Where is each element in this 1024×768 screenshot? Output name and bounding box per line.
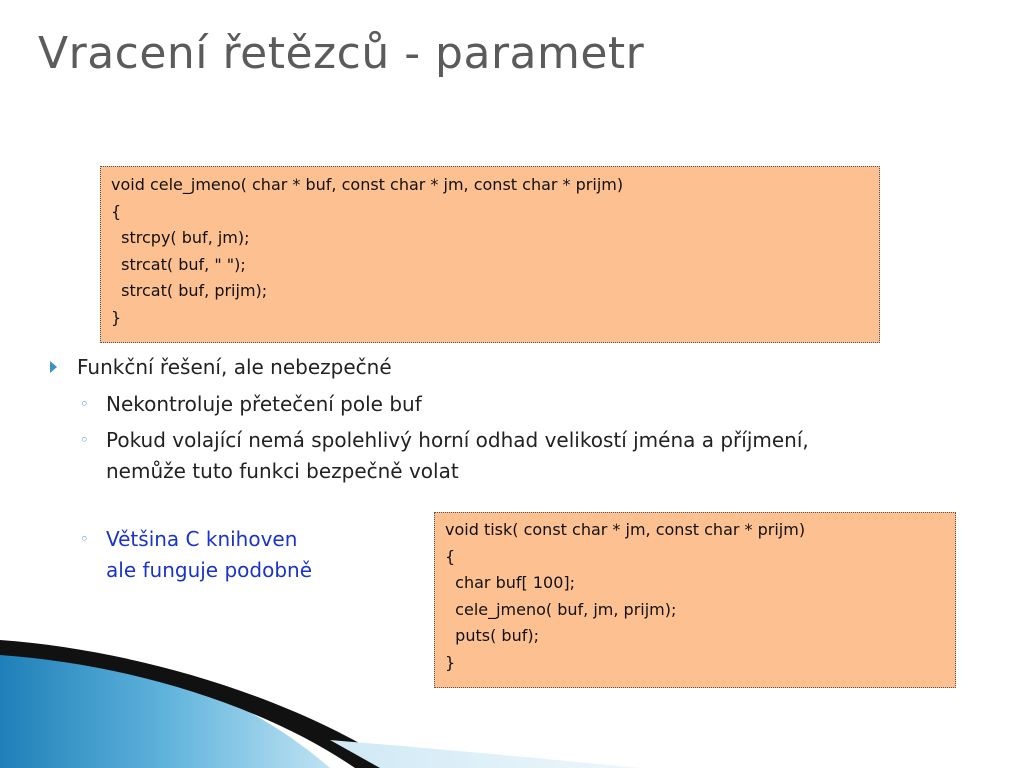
triangle-bullet-icon [50,361,57,373]
circle-bullet-icon: ◦ [80,530,89,548]
code-line: strcpy( buf, jm); [111,228,250,247]
code-line: void tisk( const char * jm, const char * prijm) [445,520,806,539]
code-line: puts( buf); [445,626,539,645]
sub-bullet-text: Pokud volající nemá spolehlivý horní odhad velikostí jména a příjmení, nemůže tuto funkci bezpečně volat [106,428,809,483]
sub-bullet-text: Nekontroluje přetečení pole buf [106,392,422,416]
circle-bullet-icon: ◦ [80,431,89,449]
code-line: strcat( buf, " "); [111,254,246,274]
code-block-tisk [434,512,956,688]
code-line: { [445,546,456,566]
code-line: } [445,652,456,672]
circle-bullet-icon: ◦ [80,395,89,413]
code-block-cele-jmeno [100,166,880,343]
code-line: char buf[ 100]; [445,573,576,592]
sub-bullet-text: Většina C knihoven ale funguje podobně [106,527,312,582]
code-line: void cele_jmeno( char * buf, const char * jm, const char * prijm) [111,175,624,194]
code-line: { [111,201,122,221]
code-line: cele_jmeno( buf, jm, prijm); [445,599,677,619]
code-line: strcat( buf, prijm); [111,281,268,300]
code-line: } [111,307,122,327]
bullet-main-text: Funkční řešení, ale nebezpečné [77,355,392,379]
slide-title: Vracení řetězců - parametr [38,28,645,79]
